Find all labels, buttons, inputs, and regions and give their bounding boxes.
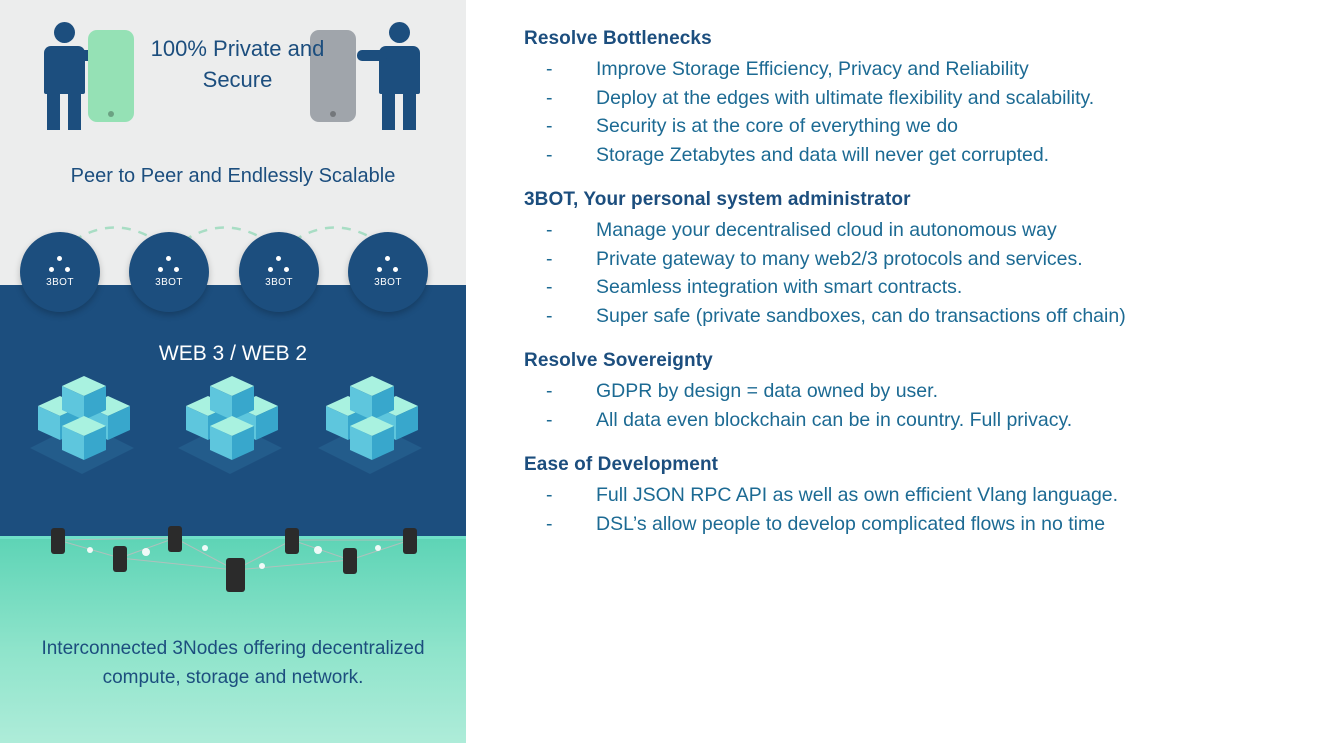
web-layer-label: WEB 3 / WEB 2 — [158, 342, 308, 365]
peer-to-peer-caption: Peer to Peer and Endlessly Scalable — [70, 165, 396, 187]
list-item — [524, 246, 1314, 274]
section-bullet-list — [524, 378, 1314, 434]
section-ease-of-development — [524, 454, 1314, 538]
bot-node-1 — [20, 232, 100, 312]
person-left-icon — [32, 22, 96, 130]
bullet-dash: - — [546, 115, 553, 137]
bot-node-3 — [239, 232, 319, 312]
bot-label: 3BOT — [46, 277, 74, 288]
list-item — [524, 511, 1314, 539]
list-item-text: Security is at the core of everything we do — [596, 115, 959, 137]
list-item-text: Super safe (private sandboxes, can do transactions off chain) — [596, 304, 1126, 327]
content-column — [524, 28, 1314, 558]
section-resolve-sovereignty — [524, 350, 1314, 434]
list-item — [524, 274, 1314, 302]
left-illustration-panel — [0, 0, 466, 743]
bullet-dash: - — [546, 58, 553, 80]
phone-green-icon — [88, 30, 134, 122]
bullet-dash: - — [546, 408, 553, 431]
section-title: Resolve Bottlenecks — [524, 28, 712, 49]
section-bullet-list — [524, 217, 1314, 330]
bot-label: 3BOT — [374, 277, 402, 288]
bullet-dash: - — [546, 86, 553, 109]
list-item — [524, 482, 1314, 510]
list-item — [524, 407, 1314, 435]
person-right-icon — [367, 22, 431, 130]
bot-row — [0, 232, 466, 328]
private-secure-caption: 100% Private and Secure — [150, 36, 325, 92]
list-item-text: Private gateway to many web2/3 protocols and services. — [596, 247, 1083, 270]
section-3bot-administrator — [524, 189, 1314, 330]
bullet-dash: - — [546, 512, 553, 535]
cube-clusters-icon — [18, 372, 448, 482]
section-bullet-list — [524, 482, 1314, 538]
section-resolve-bottlenecks — [524, 28, 1314, 169]
bot-pips-icon — [377, 256, 399, 274]
bot-label: 3BOT — [155, 277, 183, 288]
section-title: Resolve Sovereignty — [524, 350, 713, 371]
bullet-dash: - — [546, 276, 553, 298]
list-item-text: Deploy at the edges with ultimate flexibility and scalability. — [596, 86, 1095, 109]
bot-node-4 — [348, 232, 428, 312]
bullet-dash: - — [546, 484, 553, 506]
bot-label: 3BOT — [265, 277, 293, 288]
list-item-text: Improve Storage Efficiency, Privacy and Reliability — [596, 58, 1029, 80]
list-item — [524, 378, 1314, 406]
list-item-text: GDPR by design = data owned by user. — [596, 380, 938, 402]
bottom-caption: Interconnected 3Nodes offering decentralized compute, storage and network. — [41, 638, 425, 688]
section-title: Ease of Development — [524, 454, 719, 475]
node-network-icon — [0, 520, 466, 620]
list-item-text: Storage Zetabytes and data will never get corrupted. — [596, 143, 1050, 166]
bullet-dash: - — [546, 143, 553, 166]
bullet-dash: - — [546, 380, 553, 402]
bot-pips-icon — [158, 256, 180, 274]
bot-pips-icon — [268, 256, 290, 274]
list-item — [524, 217, 1314, 245]
list-item-text: All data even blockchain can be in country. Full privacy. — [596, 408, 1073, 431]
bullet-dash: - — [546, 247, 553, 270]
bullet-dash: - — [546, 304, 553, 327]
list-item — [524, 113, 1314, 141]
list-item — [524, 142, 1314, 170]
list-item-text: Full JSON RPC API as well as own efficient Vlang language. — [596, 484, 1119, 506]
list-item — [524, 85, 1314, 113]
list-item-text: DSL’s allow people to develop complicated flows in no time — [596, 512, 1106, 535]
section-title: 3BOT, Your personal system administrator — [524, 189, 911, 210]
list-item-text: Seamless integration with smart contracts. — [596, 276, 963, 298]
bot-pips-icon — [49, 256, 71, 274]
section-bullet-list — [524, 56, 1314, 169]
bot-node-2 — [129, 232, 209, 312]
list-item — [524, 56, 1314, 84]
list-item-text: Manage your decentralised cloud in autonomous way — [596, 219, 1057, 241]
list-item — [524, 303, 1314, 331]
bullet-dash: - — [546, 219, 553, 241]
